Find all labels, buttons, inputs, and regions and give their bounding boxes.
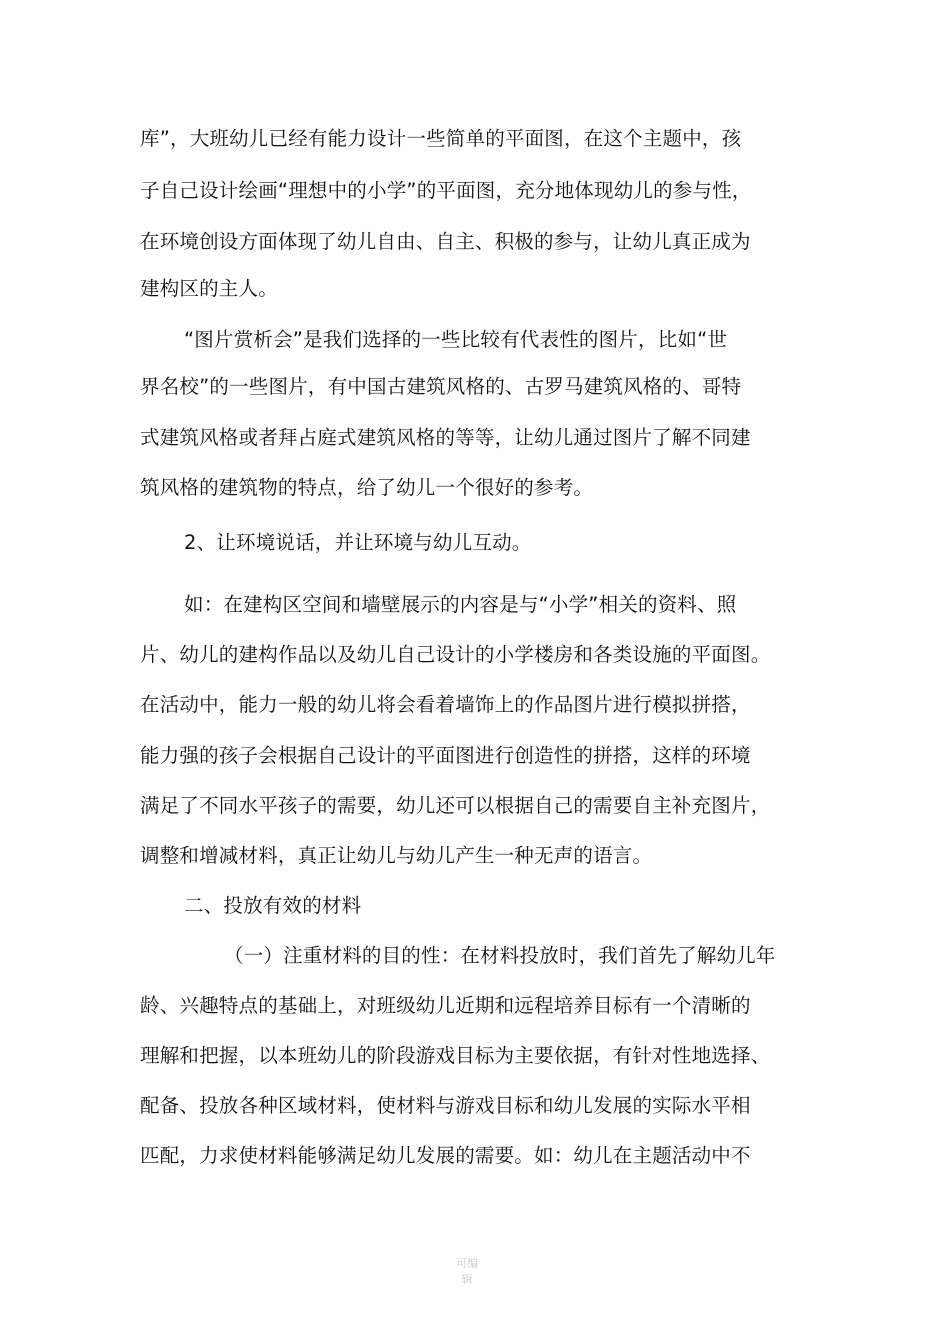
text-line: 调整和增减材料，真正让幼儿与幼儿产生一种无声的语言。 bbox=[140, 844, 653, 867]
text-line: 配备、投放各种区域材料，使材料与游戏目标和幼儿发展的实际水平相 bbox=[140, 1094, 751, 1117]
text-line: 能力强的孩子会根据自己设计的平面图进行创造性的拼搭，这样的环境 bbox=[140, 744, 751, 767]
text-line: 匹配，力求使材料能够满足幼儿发展的需要。如：幼儿在主题活动中不 bbox=[140, 1144, 751, 1167]
text-line: 界名校”的一些图片，有中国古建筑风格的、古罗马建筑风格的、哥特 bbox=[140, 375, 742, 398]
text-line: 片、幼儿的建构作品以及幼儿自己设计的小学楼房和各类设施的平面图。 bbox=[140, 643, 771, 666]
text-line: 建构区的主人。 bbox=[140, 277, 278, 300]
text-line: 子自己设计绘画“理想中的小学”的平面图，充分地体现幼儿的参与性， bbox=[140, 179, 752, 202]
text-line: 理解和把握，以本班幼儿的阶段游戏目标为主要依据，有针对性地选择、 bbox=[140, 1044, 771, 1067]
text-line: 在环境创设方面体现了幼儿自由、自主、积极的参与，让幼儿真正成为 bbox=[140, 230, 751, 253]
text-line: 库”，大班幼儿已经有能力设计一些简单的平面图，在这个主题中，孩 bbox=[140, 127, 742, 150]
text-line: 筑风格的建筑物的特点，给了幼儿一个很好的参考。 bbox=[140, 476, 594, 499]
text-line: （一）注重材料的目的性：在材料投放时，我们首先了解幼儿年 bbox=[224, 944, 776, 967]
section-heading: 二、投放有效的材料 bbox=[184, 894, 362, 917]
text-line: 满足了不同水平孩子的需要，幼儿还可以根据自己的需要自主补充图片， bbox=[140, 794, 771, 817]
page-footer: 可编辑 bbox=[456, 1257, 478, 1286]
text-line: 如：在建构区空间和墙壁展示的内容是与“小学”相关的资料、照 bbox=[184, 593, 737, 616]
text-line: 龄、兴趣特点的基础上，对班级幼儿近期和远程培养目标有一个清晰的 bbox=[140, 994, 751, 1017]
text-line: 2、让环境说话，并让环境与幼儿互动。 bbox=[184, 531, 532, 554]
text-line: 式建筑风格或者拜占庭式建筑风格的等等，让幼儿通过图片了解不同建 bbox=[140, 426, 751, 449]
text-line: “图片赏析会”是我们选择的一些比较有代表性的图片，比如“世 bbox=[184, 328, 728, 351]
text-line: 在活动中，能力一般的幼儿将会看着墙饰上的作品图片进行模拟拼搭， bbox=[140, 693, 751, 716]
